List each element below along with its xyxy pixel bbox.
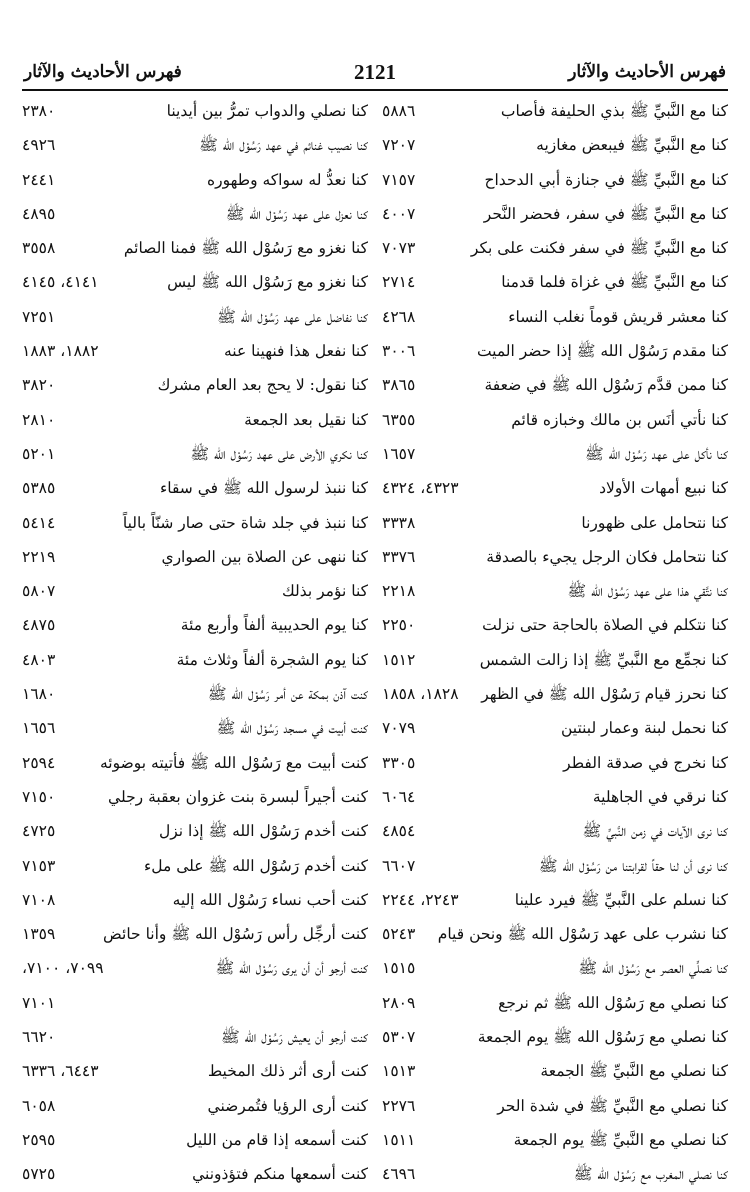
entry-reference: ٦٠٥٨ — [22, 1096, 56, 1115]
right-column — [382, 94, 728, 1192]
entry-reference: ١٦٥٧ — [382, 444, 416, 463]
index-entry — [22, 300, 368, 334]
index-entry — [22, 883, 368, 917]
entry-text: كنا نقول: لا يحج بعد العام مشرك — [157, 376, 368, 395]
index-entry — [22, 1020, 368, 1054]
entry-text: كنا نسلم على النَّبيِّ ﷺ فيرد علينا — [514, 890, 728, 909]
entry-text: كنت أبيت مع رَسُوْل الله ﷺ فأتيته بوضوئه — [100, 753, 368, 772]
index-entry — [22, 643, 368, 677]
entry-reference: ٣٣٠٥ — [382, 753, 416, 772]
entry-reference: ٧١٥٧ — [382, 170, 416, 189]
index-entry — [22, 265, 368, 299]
entry-reference: ٣٨٢٠ — [22, 376, 56, 395]
index-entry — [22, 711, 368, 745]
entry-reference: ٧٢٠٧ — [382, 136, 416, 155]
entry-text: كنا مع النَّبيِّ ﷺ فيبعض مغازيه — [536, 136, 728, 155]
index-entry — [22, 746, 368, 780]
entry-reference: ٢٢٧٦ — [382, 1096, 416, 1115]
index-entry — [382, 437, 728, 471]
index-entry — [22, 368, 368, 402]
index-entry — [22, 163, 368, 197]
index-entry — [22, 197, 368, 231]
entry-reference: ٤٨٧٥ — [22, 616, 56, 635]
index-entry — [22, 94, 368, 128]
entry-text: كنا نصلي مع رَسُوْل الله ﷺ ثم نرجع — [498, 993, 728, 1012]
entry-reference: ٧٢٥١ — [22, 307, 56, 326]
index-entry — [382, 265, 728, 299]
index-entry — [22, 986, 368, 1020]
index-entry — [22, 814, 368, 848]
entry-text: كنت أحب نساء رَسُوْل الله إليه — [172, 890, 368, 909]
entry-text: كنا نصلي مع النَّبيِّ ﷺ الجمعة — [540, 1062, 728, 1081]
entry-text: كنا نخرج في صدقة الفطر — [563, 753, 728, 772]
index-entry — [22, 540, 368, 574]
left-column — [22, 94, 368, 1192]
entry-text: كنا معشر قريش قوماً نغلب النساء — [508, 307, 728, 326]
entry-reference: ١٥١٥ — [382, 959, 416, 978]
entry-reference: ٢٥٩٤ — [22, 753, 56, 772]
entry-reference: ٧١٠٨ — [22, 890, 56, 909]
entry-reference: ١٨٨٢، ١٨٨٣ — [22, 342, 99, 361]
entry-text: كنا مع النَّبيِّ ﷺ في جنازة أبي الدحداح — [484, 170, 728, 189]
index-entry — [382, 334, 728, 368]
entry-text: كنا نتَّقي هذا على عهد رَسُوْل الله ﷺ — [567, 582, 728, 601]
index-entry — [22, 403, 368, 437]
entry-text: كنا نغزو مع رَسُوْل الله ﷺ فمنا الصائم — [123, 239, 368, 258]
entry-text: كنت أجيراً لبسرة بنت غزوان بعقبة رجلي — [108, 787, 368, 806]
index-entry — [22, 471, 368, 505]
page-header — [24, 52, 726, 92]
entry-reference: ٥٨٠٧ — [22, 582, 56, 601]
entry-text: كنت أرى الرؤيا فتُمرضني — [207, 1096, 368, 1115]
entry-reference: ٥٤١٤ — [22, 513, 56, 532]
entry-text: كنا نجمِّع مع النَّبيِّ ﷺ إذا زالت الشمس — [479, 650, 728, 669]
running-title-left: فهرس الأحاديث والآثار — [24, 62, 182, 82]
entry-text: كنا نحمل لبنة وعمار لبنتين — [560, 719, 728, 738]
page-number: 2121 — [354, 59, 396, 84]
entry-reference: ٤٧٢٥ — [22, 822, 56, 841]
entry-reference: ٢٥٩٥ — [22, 1130, 56, 1149]
index-entry — [22, 1123, 368, 1157]
entry-text: كنت أرجو أن يعيش رَسُوْل الله ﷺ — [221, 1028, 368, 1047]
entry-reference: ٣٠٠٦ — [382, 342, 416, 361]
entry-reference: ٤٨٩٥ — [22, 204, 56, 223]
index-entry — [22, 506, 368, 540]
index-entry — [382, 1157, 728, 1191]
entry-reference: ٦٣٥٥ — [382, 410, 416, 429]
entry-text: كنا نرى أن لنا حقاً لقرابتنا من رَسُوْل الله ﷺ — [538, 856, 728, 875]
entry-reference: ٦٦٢٠ — [22, 1028, 56, 1047]
index-entry — [382, 1123, 728, 1157]
index-entry — [22, 437, 368, 471]
entry-reference: ٤٩٢٦ — [22, 136, 56, 155]
index-entry — [382, 711, 728, 745]
entry-text: كنا نصلِّي العصر مع رَسُوْل الله ﷺ — [578, 959, 728, 978]
entry-text: كنا ننبذ لرسول الله ﷺ في سقاء — [159, 479, 368, 498]
index-entry — [22, 608, 368, 642]
entry-reference: ٤١٤١، ٤١٤٥ — [22, 273, 99, 292]
index-entry — [382, 94, 728, 128]
entry-reference: ١٨٢٨، ١٨٥٨ — [382, 685, 459, 704]
entry-text: كنا نعدُّ له سواكه وطهوره — [206, 170, 368, 189]
entry-text: كنا ننبذ في جلد شاة حتى صار شنّاً بالياً — [122, 513, 368, 532]
entry-reference: ٤٨٥٤ — [382, 822, 416, 841]
entry-reference: ٣٨٦٥ — [382, 376, 416, 395]
entry-reference: ٢٤٤١ — [22, 170, 56, 189]
entry-text: كنت أسمعها منكم فتؤذونني — [192, 1165, 368, 1184]
entry-reference: ٢٨١٠ — [22, 410, 56, 429]
entry-reference: ٢٨٠٩ — [382, 993, 416, 1012]
entry-text: كنا نأكل على عهد رَسُوْل الله ﷺ — [585, 444, 728, 463]
entry-reference: ٤٦٩٦ — [382, 1165, 416, 1184]
index-entry — [382, 540, 728, 574]
index-entry — [382, 574, 728, 608]
entry-reference: ١٥١٣ — [382, 1062, 416, 1081]
index-entry — [382, 163, 728, 197]
entry-reference: ٦٦٠٧ — [382, 856, 416, 875]
entry-text: كنا نصلي مع النَّبيِّ ﷺ يوم الجمعة — [513, 1130, 728, 1149]
entry-reference: ٢٧١٤ — [382, 273, 416, 292]
entry-text: كنا يوم الشجرة ألفاً وثلاث مئة — [176, 650, 368, 669]
entry-text: كنت أسمعه إذا قام من الليل — [186, 1130, 368, 1149]
entry-text: كنا نغزو مع رَسُوْل الله ﷺ ليس — [167, 273, 368, 292]
index-entry — [22, 1157, 368, 1191]
entry-reference: ٧٠٧٩ — [382, 719, 416, 738]
index-entry — [382, 231, 728, 265]
entry-text: كنا نتحامل فكان الرجل يجيء بالصدقة — [486, 547, 728, 566]
index-entry — [382, 506, 728, 540]
index-entry — [22, 780, 368, 814]
entry-text: كنا نرقي في الجاهلية — [592, 787, 728, 806]
entry-text: كنا نبيع أمهات الأولاد — [599, 479, 728, 498]
entry-text: كنا نصلي والدواب تمرُّ بين أيدينا — [166, 102, 368, 120]
entry-text: كنا نكري الأرض على عهد رَسُوْل الله ﷺ — [190, 444, 368, 463]
entry-text: كنا نصلي مع النَّبيِّ ﷺ في شدة الحر — [497, 1096, 728, 1115]
index-entry — [22, 334, 368, 368]
entry-reference: ٦٤٤٣، ٦٣٣٦ — [22, 1062, 99, 1081]
index-entry — [382, 849, 728, 883]
entry-text: كنا نعزل على عهد رَسُوْل الله ﷺ — [225, 204, 368, 223]
entry-reference: ٥٢٠١ — [22, 444, 56, 463]
entry-text: كنا نتكلم في الصلاة بالحاجة حتى نزلت — [482, 616, 728, 635]
entry-text: كنا نصلي المغرب مع رَسُوْل الله ﷺ — [573, 1165, 728, 1184]
entry-text: كنت أرجِّل رأس رَسُوْل الله ﷺ وأنا حائض — [103, 925, 368, 944]
entry-reference: ٢٣٨٠ — [22, 102, 56, 120]
entry-text: كنا ننهى عن الصلاة بين الصواري — [161, 547, 368, 566]
entry-text: كنا مقدم رَسُوْل الله ﷺ إذا حضر الميت — [476, 342, 728, 361]
entry-reference: ٥٣٨٥ — [22, 479, 56, 498]
index-entry — [22, 128, 368, 162]
index-entry — [382, 780, 728, 814]
entry-text: كنا نتحامل على ظهورنا — [581, 513, 728, 532]
entry-reference: ٥٧٢٥ — [22, 1165, 56, 1184]
running-title-right: فهرس الأحاديث والآثار — [568, 62, 726, 82]
entry-text: كنت أخدم رَسُوْل الله ﷺ على ملء — [143, 856, 368, 875]
entry-reference: ١٦٨٠ — [22, 685, 56, 704]
entry-text: كنا نفعل هذا فنهينا عنه — [223, 342, 368, 361]
index-entry — [382, 917, 728, 951]
index-entry — [382, 1089, 728, 1123]
index-entry — [22, 1089, 368, 1123]
index-entry — [22, 574, 368, 608]
index-entry — [382, 368, 728, 402]
entry-text: كنا نقيل بعد الجمعة — [244, 410, 368, 429]
entry-reference: ٧١٥٠ — [22, 787, 56, 806]
entry-text: كنت أرى أثر ذلك المخيط — [207, 1062, 368, 1081]
entry-reference: ٢٢٤٣، ٢٢٤٤ — [382, 890, 459, 909]
entry-reference: ١٣٥٩ — [22, 925, 56, 944]
entry-reference: ٣٣٣٨ — [382, 513, 416, 532]
entry-text: كنا مع النَّبيِّ ﷺ بذي الحليفة فأصاب — [500, 102, 728, 120]
entry-text: كنا يوم الحديبية ألفاً وأربع مئة — [180, 616, 368, 635]
index-columns — [22, 94, 728, 1192]
index-entry — [382, 300, 728, 334]
index-entry — [382, 403, 728, 437]
entry-reference: ٢٢١٨ — [382, 582, 416, 601]
index-entry — [382, 128, 728, 162]
entry-reference: ٣٣٧٦ — [382, 547, 416, 566]
index-entry — [382, 608, 728, 642]
entry-text: كنا مع النَّبيِّ ﷺ في غزاة فلما قدمنا — [501, 273, 728, 292]
entry-text: كنا نؤمر بذلك — [281, 582, 368, 601]
entry-text: كنت آذن بمكة عن أمر رَسُوْل الله ﷺ — [207, 685, 368, 704]
entry-text: كنا ممن قدَّم رَسُوْل الله ﷺ في ضعفة — [484, 376, 728, 395]
index-entry — [382, 814, 728, 848]
entry-reference: ٣٥٥٨ — [22, 239, 56, 258]
index-entry — [22, 231, 368, 265]
entry-reference: ١٥١١ — [382, 1130, 416, 1149]
entry-text: كنا نصلي مع رَسُوْل الله ﷺ يوم الجمعة — [477, 1028, 728, 1047]
entry-reference: ٧١٠١ — [22, 993, 56, 1012]
entry-reference: ١٦٥٦ — [22, 719, 56, 738]
entry-text: كنا نأتي أنَس بن مالك وخبازه قائم — [511, 410, 728, 429]
index-entry — [22, 849, 368, 883]
entry-reference: ٧٠٧٣ — [382, 239, 416, 258]
index-entry — [382, 471, 728, 505]
index-entry — [382, 643, 728, 677]
entry-reference: ٢٢١٩ — [22, 547, 56, 566]
entry-reference: ٤٢٦٨ — [382, 307, 416, 326]
entry-reference: ٥٨٨٦ — [382, 102, 416, 120]
entry-text: كنا نصيب غنائم في عهد رَسُوْل الله ﷺ — [199, 136, 368, 155]
index-entry — [22, 1054, 368, 1088]
index-entry — [382, 746, 728, 780]
entry-text: كنا نحرز قيام رَسُوْل الله ﷺ في الظهر — [481, 685, 728, 704]
index-entry — [382, 1054, 728, 1088]
entry-reference: ٥٣٠٧ — [382, 1028, 416, 1047]
entry-reference: ٢٢٥٠ — [382, 616, 416, 635]
entry-text: كنت أخدم رَسُوْل الله ﷺ إذا نزل — [158, 822, 368, 841]
entry-reference: ٥٢٤٣ — [382, 925, 416, 944]
index-entry — [382, 883, 728, 917]
index-entry — [382, 986, 728, 1020]
entry-text: كنا مع النَّبيِّ ﷺ في سفر، فحضر النَّحر — [483, 204, 728, 223]
index-entry — [22, 951, 368, 985]
index-entry — [382, 1020, 728, 1054]
index-entry — [22, 917, 368, 951]
entry-reference: ٤٠٠٧ — [382, 204, 416, 223]
index-entry — [382, 677, 728, 711]
entry-reference: ٦٠٦٤ — [382, 787, 416, 806]
index-entry — [382, 951, 728, 985]
index-entry — [382, 197, 728, 231]
entry-reference: ٧٠٩٩، ٧١٠٠، — [22, 959, 104, 978]
entry-reference: ٧١٥٣ — [22, 856, 56, 875]
entry-text: كنا نرى الآيات في زمن النَّبيِّ ﷺ — [582, 822, 728, 841]
entry-reference: ١٥١٢ — [382, 650, 416, 669]
entry-reference: ٤٣٢٣، ٤٣٢٤ — [382, 479, 459, 498]
entry-text: كنت أرجو أن أن يرى رَسُوْل الله ﷺ — [215, 959, 368, 978]
entry-reference: ٤٨٠٣ — [22, 650, 56, 669]
index-entry — [22, 677, 368, 711]
entry-text: كنت أبيت في مسجد رَسُوْل الله ﷺ — [216, 719, 368, 738]
entry-text: كنا نفاضل على عهد رَسُوْل الله ﷺ — [217, 307, 368, 326]
entry-text: كنا مع النَّبيِّ ﷺ في سفر فكنت على بكر — [470, 239, 728, 258]
entry-text: كنا نشرب على عهد رَسُوْل الله ﷺ ونحن قيام — [437, 925, 728, 944]
header-divider — [22, 89, 728, 91]
